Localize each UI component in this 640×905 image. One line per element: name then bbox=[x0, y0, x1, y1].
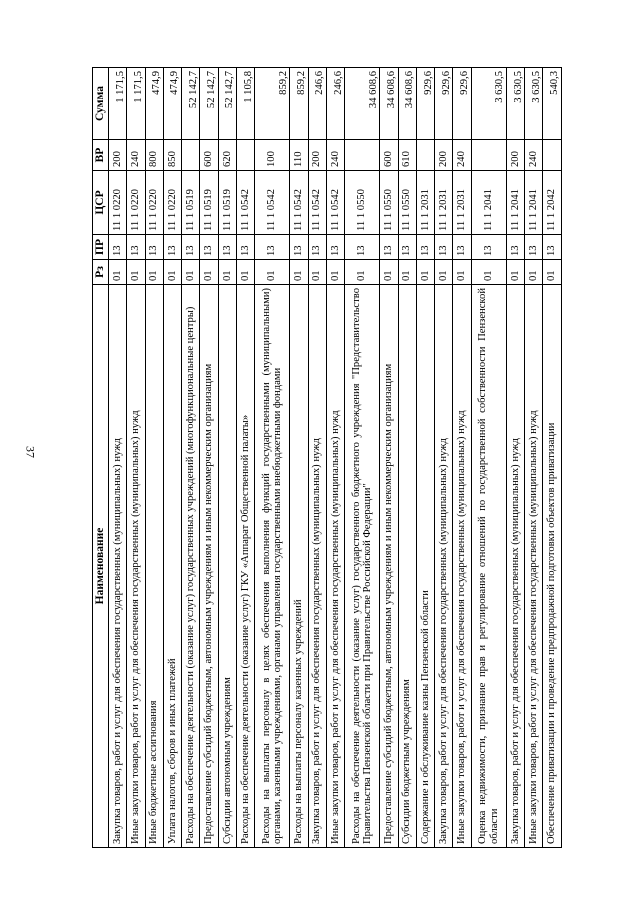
cell-sum: 3 630,5 bbox=[506, 68, 524, 140]
cell-sum: 929,6 bbox=[435, 68, 453, 140]
table-header-row bbox=[93, 68, 109, 848]
cell-vr: 240 bbox=[127, 140, 145, 171]
table-row bbox=[127, 68, 145, 848]
cell-csr: 11 1 0542 bbox=[255, 171, 290, 235]
cell-pr: 13 bbox=[200, 235, 218, 260]
table-row bbox=[255, 68, 290, 848]
cell-vr: 200 bbox=[109, 140, 127, 171]
table-row bbox=[326, 68, 344, 848]
cell-csr: 11 1 0220 bbox=[109, 171, 127, 235]
budget-table bbox=[92, 67, 562, 848]
cell-name: Расходы на выплаты персоналу в целях обеспечения выполнения функций государственными (муниципальными) органами, казенными учреждениями, органами управления государственными внебюджетными фондами bbox=[255, 285, 290, 848]
cell-csr: 11 1 0542 bbox=[308, 171, 326, 235]
cell-sum: 859,2 bbox=[255, 68, 290, 140]
cell-sum: 52 142,7 bbox=[218, 68, 236, 140]
cell-rz: 01 bbox=[290, 260, 308, 285]
cell-name: Иные бюджетные ассигнования bbox=[145, 285, 163, 848]
cell-pr: 13 bbox=[345, 235, 380, 260]
table-row bbox=[163, 68, 181, 848]
cell-csr: 11 1 0542 bbox=[326, 171, 344, 235]
cell-vr: 200 bbox=[506, 140, 524, 171]
table-row bbox=[218, 68, 236, 848]
cell-rz: 01 bbox=[182, 260, 200, 285]
cell-name: Предоставление субсидий бюджетным, автономным учреждениям и иным некоммерческим организациям bbox=[200, 285, 218, 848]
cell-pr: 13 bbox=[543, 235, 562, 260]
cell-vr bbox=[182, 140, 200, 171]
cell-name: Субсидии бюджетным учреждениям bbox=[398, 285, 416, 848]
cell-pr: 13 bbox=[255, 235, 290, 260]
header-rz: Рз bbox=[93, 260, 109, 285]
cell-csr: 11 1 2041 bbox=[506, 171, 524, 235]
cell-name: Расходы на обеспечение деятельности (оказание услуг) государственных учреждений (многофункциональные центры) bbox=[182, 285, 200, 848]
cell-csr: 11 1 0550 bbox=[398, 171, 416, 235]
header-pr: ПР bbox=[93, 235, 109, 260]
cell-rz: 01 bbox=[471, 260, 506, 285]
cell-rz: 01 bbox=[380, 260, 398, 285]
cell-pr: 13 bbox=[380, 235, 398, 260]
cell-name: Субсидии автономным учреждениям bbox=[218, 285, 236, 848]
cell-pr: 13 bbox=[127, 235, 145, 260]
cell-pr: 13 bbox=[398, 235, 416, 260]
cell-sum: 246,6 bbox=[308, 68, 326, 140]
cell-pr: 13 bbox=[145, 235, 163, 260]
cell-csr: 11 1 0542 bbox=[290, 171, 308, 235]
cell-name: Содержание и обслуживание казны Пензенской области bbox=[416, 285, 434, 848]
cell-sum: 1 171,5 bbox=[127, 68, 145, 140]
cell-csr: 11 1 2041 bbox=[471, 171, 506, 235]
cell-sum: 52 142,7 bbox=[200, 68, 218, 140]
header-name: Наименование bbox=[93, 285, 109, 848]
cell-pr: 13 bbox=[416, 235, 434, 260]
cell-sum: 1 105,8 bbox=[236, 68, 254, 140]
cell-rz: 01 bbox=[163, 260, 181, 285]
cell-pr: 13 bbox=[218, 235, 236, 260]
cell-pr: 13 bbox=[290, 235, 308, 260]
table-row bbox=[308, 68, 326, 848]
cell-name: Иные закупки товаров, работ и услуг для обеспечения государственных (муниципальных) нужд bbox=[453, 285, 471, 848]
table-row bbox=[398, 68, 416, 848]
table-row bbox=[435, 68, 453, 848]
cell-name: Расходы на обеспечение деятельности (оказание услуг) государственного бюджетного учреждения "Представительство Правительства Пензенской области при Правительстве Российской Федерации" bbox=[345, 285, 380, 848]
cell-rz: 01 bbox=[200, 260, 218, 285]
header-vr: ВР bbox=[93, 140, 109, 171]
cell-vr bbox=[345, 140, 380, 171]
cell-name: Обеспечение приватизации и проведение предпродажной подготовки объектов приватизации bbox=[543, 285, 562, 848]
cell-rz: 01 bbox=[145, 260, 163, 285]
cell-rz: 01 bbox=[398, 260, 416, 285]
cell-rz: 01 bbox=[308, 260, 326, 285]
cell-name: Закупка товаров, работ и услуг для обеспечения государственных (муниципальных) нужд bbox=[308, 285, 326, 848]
cell-vr: 200 bbox=[435, 140, 453, 171]
cell-sum: 929,6 bbox=[453, 68, 471, 140]
table-row bbox=[471, 68, 506, 848]
cell-rz: 01 bbox=[218, 260, 236, 285]
table-row bbox=[416, 68, 434, 848]
cell-rz: 01 bbox=[416, 260, 434, 285]
cell-vr: 240 bbox=[525, 140, 543, 171]
cell-sum: 3 630,5 bbox=[525, 68, 543, 140]
cell-rz: 01 bbox=[326, 260, 344, 285]
cell-csr: 11 1 2031 bbox=[416, 171, 434, 235]
cell-csr: 11 1 2042 bbox=[543, 171, 562, 235]
cell-rz: 01 bbox=[127, 260, 145, 285]
cell-name: Уплата налогов, сборов и иных платежей bbox=[163, 285, 181, 848]
cell-vr: 620 bbox=[218, 140, 236, 171]
cell-vr bbox=[416, 140, 434, 171]
header-sum: Сумма bbox=[93, 68, 109, 140]
cell-rz: 01 bbox=[345, 260, 380, 285]
cell-name: Закупка товаров, работ и услуг для обеспечения государственных (муниципальных) нужд bbox=[435, 285, 453, 848]
cell-vr: 240 bbox=[453, 140, 471, 171]
cell-csr: 11 1 0550 bbox=[345, 171, 380, 235]
cell-csr: 11 1 2031 bbox=[435, 171, 453, 235]
cell-csr: 11 1 0519 bbox=[218, 171, 236, 235]
cell-rz: 01 bbox=[236, 260, 254, 285]
cell-name: Закупка товаров, работ и услуг для обеспечения государственных (муниципальных) нужд bbox=[506, 285, 524, 848]
cell-csr: 11 1 0519 bbox=[200, 171, 218, 235]
cell-sum: 474,9 bbox=[145, 68, 163, 140]
cell-sum: 1 171,5 bbox=[109, 68, 127, 140]
cell-name: Закупка товаров, работ и услуг для обеспечения государственных (муниципальных) нужд bbox=[109, 285, 127, 848]
table-row bbox=[525, 68, 543, 848]
cell-name: Расходы на обеспечение деятельности (оказание услуг) ГКУ «Аппарат Общественной палаты» bbox=[236, 285, 254, 848]
cell-vr bbox=[471, 140, 506, 171]
cell-sum: 540,3 bbox=[543, 68, 562, 140]
cell-vr: 240 bbox=[326, 140, 344, 171]
cell-sum: 474,9 bbox=[163, 68, 181, 140]
cell-pr: 13 bbox=[506, 235, 524, 260]
cell-sum: 34 608,6 bbox=[398, 68, 416, 140]
cell-rz: 01 bbox=[525, 260, 543, 285]
cell-vr: 850 bbox=[163, 140, 181, 171]
cell-name: Предоставление субсидий бюджетным, автономным учреждениям и иным некоммерческим организациям bbox=[380, 285, 398, 848]
cell-vr: 100 bbox=[255, 140, 290, 171]
cell-rz: 01 bbox=[453, 260, 471, 285]
cell-vr bbox=[543, 140, 562, 171]
cell-csr: 11 1 2031 bbox=[453, 171, 471, 235]
cell-pr: 13 bbox=[308, 235, 326, 260]
table-row bbox=[380, 68, 398, 848]
cell-name: Расходы на выплаты персоналу казенных учреждений bbox=[290, 285, 308, 848]
cell-sum: 52 142,7 bbox=[182, 68, 200, 140]
cell-vr: 610 bbox=[398, 140, 416, 171]
cell-pr: 13 bbox=[453, 235, 471, 260]
table-row bbox=[345, 68, 380, 848]
page-number: 37 bbox=[23, 446, 38, 458]
cell-rz: 01 bbox=[543, 260, 562, 285]
cell-pr: 13 bbox=[163, 235, 181, 260]
table-row bbox=[506, 68, 524, 848]
cell-name: Иные закупки товаров, работ и услуг для обеспечения государственных (муниципальных) нужд bbox=[326, 285, 344, 848]
cell-pr: 13 bbox=[435, 235, 453, 260]
cell-sum: 34 608,6 bbox=[380, 68, 398, 140]
table-row bbox=[543, 68, 562, 848]
cell-csr: 11 1 2041 bbox=[525, 171, 543, 235]
cell-pr: 13 bbox=[109, 235, 127, 260]
cell-sum: 246,6 bbox=[326, 68, 344, 140]
header-csr: ЦСР bbox=[93, 171, 109, 235]
table-body bbox=[109, 68, 562, 848]
cell-pr: 13 bbox=[236, 235, 254, 260]
cell-rz: 01 bbox=[435, 260, 453, 285]
table-row bbox=[145, 68, 163, 848]
table-row bbox=[200, 68, 218, 848]
cell-csr: 11 1 0220 bbox=[145, 171, 163, 235]
cell-pr: 13 bbox=[525, 235, 543, 260]
cell-csr: 11 1 0519 bbox=[182, 171, 200, 235]
cell-rz: 01 bbox=[506, 260, 524, 285]
cell-pr: 13 bbox=[326, 235, 344, 260]
rotated-page bbox=[92, 68, 562, 848]
cell-csr: 11 1 0220 bbox=[163, 171, 181, 235]
cell-vr: 600 bbox=[200, 140, 218, 171]
table-row bbox=[453, 68, 471, 848]
cell-sum: 929,6 bbox=[416, 68, 434, 140]
cell-vr: 800 bbox=[145, 140, 163, 171]
cell-csr: 11 1 0542 bbox=[236, 171, 254, 235]
cell-csr: 11 1 0550 bbox=[380, 171, 398, 235]
table-row bbox=[109, 68, 127, 848]
cell-sum: 34 608,6 bbox=[345, 68, 380, 140]
cell-rz: 01 bbox=[109, 260, 127, 285]
cell-sum: 859,2 bbox=[290, 68, 308, 140]
cell-pr: 13 bbox=[182, 235, 200, 260]
table-row bbox=[236, 68, 254, 848]
cell-csr: 11 1 0220 bbox=[127, 171, 145, 235]
cell-vr bbox=[236, 140, 254, 171]
cell-vr: 110 bbox=[290, 140, 308, 171]
cell-rz: 01 bbox=[255, 260, 290, 285]
table-row bbox=[182, 68, 200, 848]
cell-name: Иные закупки товаров, работ и услуг для обеспечения государственных (муниципальных) нужд bbox=[127, 285, 145, 848]
cell-name: Иные закупки товаров, работ и услуг для обеспечения государственных (муниципальных) нужд bbox=[525, 285, 543, 848]
cell-pr: 13 bbox=[471, 235, 506, 260]
cell-vr: 200 bbox=[308, 140, 326, 171]
cell-sum: 3 630,5 bbox=[471, 68, 506, 140]
cell-vr: 600 bbox=[380, 140, 398, 171]
cell-name: Оценка недвижимости, признание прав и регулирование отношений по государственной собственности Пензенской области bbox=[471, 285, 506, 848]
table-row bbox=[290, 68, 308, 848]
